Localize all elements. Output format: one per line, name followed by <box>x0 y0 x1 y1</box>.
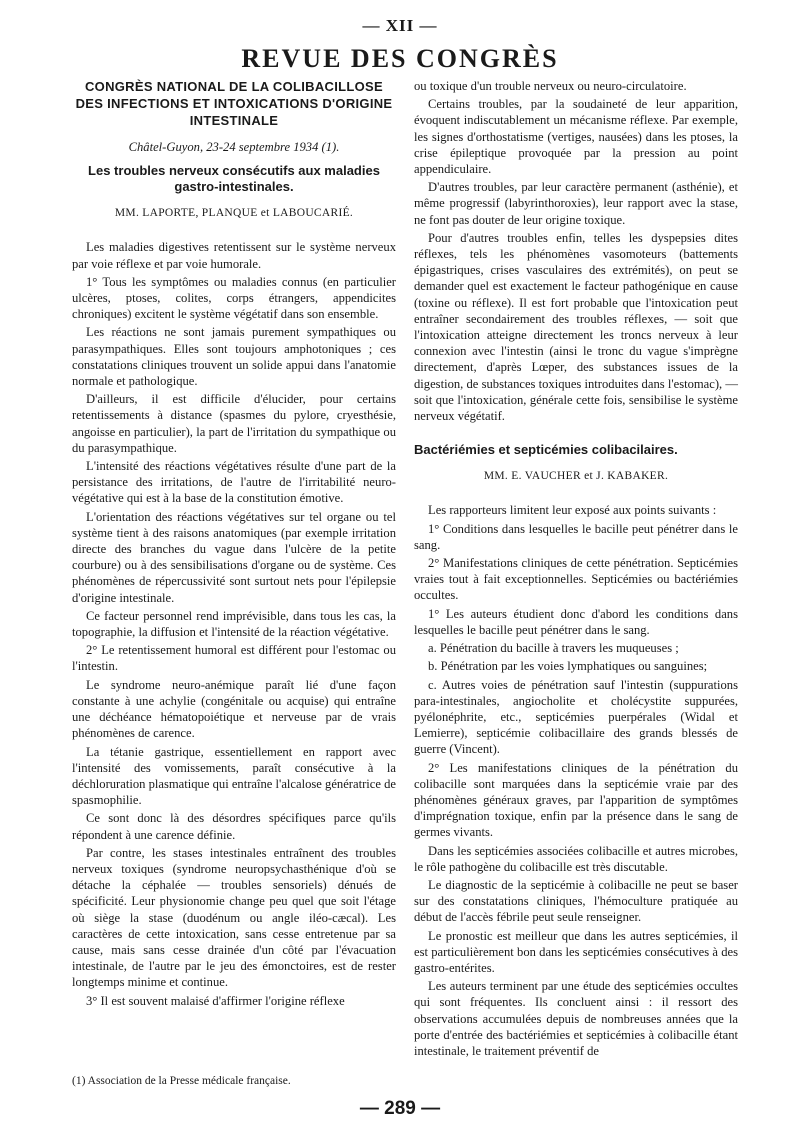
paragraph: D'ailleurs, il est difficile d'élucider, pour certains retentissements à distance (spasmes du pylore, cryesthésie, angoisse en particulier), la part de l'irritation du sympathique ou du parasympathique. <box>72 392 396 455</box>
paragraph: Le pronostic est meilleur que dans les autres septicémies, il est particulièrement bon dans les septicémies consécutives à des gastro-entérites. <box>414 928 738 975</box>
paragraph: L'intensité des réactions végétatives résulte d'une part de la persistance des irritations, de l'autre de l'irritabilité neuro-végétative qui est à la base de la constitution émotive. <box>72 459 396 506</box>
paragraph: Le syndrome neuro-anémique paraît lié d'une façon constante à une achylie (congénitale ou acquise) qui entraîne une déchéance hématopoiétique et nerveuse par de vrais phénomènes de carence. <box>72 677 396 741</box>
paragraph: 3° Il est souvent malaisé d'affirmer l'origine réflexe <box>86 993 345 1008</box>
article-authors-vaucher: MM. E. VAUCHER et J. KABAKER. <box>483 470 669 483</box>
paragraph: Certains troubles, par la soudaineté de leur apparition, évoquent indiscutablement un mécanisme réflexe. Par exemple, les signes d'orthostatisme (vertiges, nausées) dans les ptoses, la crise épileptique provoquée par la pression au point appendiculaire. <box>414 97 738 177</box>
paragraph: Par contre, les stases intestinales entraînent des troubles nerveux toxiques (syndrome neuropsychasthénique d'où se détache la céphalée — troubles sensoriels) dénués de spécificité. Leur physionomie change peu quel que soit l'étage où siège la stase (duodénum ou angle iléo-cæcal). Les caractères de cette intoxication, sans cesse entretenue par sa cause, mais sans cesse drainée d'un côté par l'évacuation intestinale, de l'autre par le jeu des émonctoires, est de rester longtemps minime et continue. <box>72 845 396 990</box>
left-column <box>72 78 396 1011</box>
paragraph: Les rapporteurs limitent leur exposé aux points suivants : <box>428 503 717 518</box>
paragraph: 2° Manifestations cliniques de cette pénétration. Septicémies vraies tout à fait exceptionnelles. Septicémies ou bactériémies occultes. <box>414 556 738 603</box>
paragraph: 1° Tous les symptômes ou maladies connus (en particulier ulcères, ptoses, colites, corps étrangers, appendicites chroniques) excitent le système végétatif dans son ensemble. <box>72 274 396 322</box>
roman-page-number: — XII — <box>362 16 438 35</box>
paragraph: a. Pénétration du bacille à travers les muqueuses ; <box>428 641 679 656</box>
paragraph: b. Pénétration par les voies lymphatiques ou sanguines; <box>428 659 708 674</box>
paragraph: Dans les septicémies associées colibacille et autres microbes, le rôle pathogène du colibacille est très discutable. <box>414 843 738 874</box>
congress-title: CONGRÈS NATIONAL DE LA COLIBACILLOSE DES INFECTIONS ET INTOXICATIONS D'ORIGINE INTESTINALE <box>75 79 393 128</box>
page-number: — 289 — <box>359 1098 441 1119</box>
paragraph: 1° Les auteurs étudient donc d'abord les conditions dans lesquelles le bacille peut pénétrer dans le sang. <box>414 606 738 637</box>
congress-place-date: Châtel-Guyon, 23-24 septembre 1934 (1). <box>128 140 340 154</box>
paragraph: Pour d'autres troubles enfin, telles les dyspepsies dites réflexes, tels les phénomènes vasomoteurs (battements épigastriques, crises vasculaires des extrémités), on peut se demander quel est exactement le facteur pathogénique en cause (toxine ou réflexe). Il est fort probable que l'intoxication peut entraîner secondairement des troubles réflexes, — soit que l'intoxication atteigne directement les troncs nerveux à leur connexion avec l'intestin (ainsi le tronc du vague s'imprègne directement, d'après Lœper, des substances issues de la digestion, de substances toxiques introduites dans l'estomac), — soit que l'intoxication, générale cette fois, sensibilise le système nerveux végétatif. <box>414 230 738 424</box>
journal-masthead: REVUE DES CONGRÈS <box>241 44 559 73</box>
paragraph: 2° Les manifestations cliniques de la pénétration du colibacille sont marquées dans la septicémie vraie par des phénomènes généraux graves, par l'apparition de symptômes d'imprégnation toxique, enfin par la présence dans le sang de germes vivants. <box>414 760 738 840</box>
paragraph: Ce sont donc là des désordres spécifiques parce qu'ils répondent à une carence définie. <box>72 811 396 842</box>
paragraph: Les réactions ne sont jamais purement sympathiques ou parasympathiques. Elles sont toujours amphotoniques ; ces constatations cliniques trouvent un solide appui dans l'anatomie normale et pathologique. <box>72 325 396 389</box>
paragraph: Ce facteur personnel rend imprévisible, dans tous les cas, la topographie, la diffusion et l'intensité de la réaction végétative. <box>72 608 396 640</box>
article-title-bacteriemies: Bactériémies et septicémies colibacilaires. <box>414 442 678 458</box>
paragraph: 1° Conditions dans lesquelles le bacille peut pénétrer dans le sang. <box>414 521 738 552</box>
article-authors-laporte: MM. LAPORTE, PLANQUE et LABOUCARIÉ. <box>114 207 354 220</box>
paragraph: L'orientation des réactions végétatives sur tel organe ou tel système tient à des raisons anatomiques (par exemple irritation directe des branches du vague dans l'ulcère de la petite courbure) ou à des sensibilisations d'organe ou de système. Ces phénomènes de répercussivité sont surtout nets pour l'épilepsie d'origine intestinale. <box>72 509 396 605</box>
paragraph: ou toxique d'un trouble nerveux ou neuro-circulatoire. <box>414 79 687 93</box>
paragraph: 2° Le retentissement humoral est différent pour l'estomac ou l'intestin. <box>72 643 396 674</box>
paragraph: Le diagnostic de la septicémie à colibacille ne peut se baser sur des constatations cliniques, l'hémoculture pratiquée au début de l'accès fébrile peut seule renseigner. <box>414 877 738 925</box>
paragraph: Les maladies digestives retentissent sur le système nerveux par voie réflexe et par voie humorale. <box>72 240 396 271</box>
article-title-troubles-nerveux: Les troubles nerveux consécutifs aux maladies gastro-intestinales. <box>88 163 380 195</box>
right-column <box>414 78 738 1061</box>
footnote: (1) Association de la Presse médicale française. <box>72 1075 291 1087</box>
paragraph: La tétanie gastrique, essentiellement en rapport avec l'intensité des vomissements, paraît consécutive à la déchloruration plasmatique qui entraîne l'alcalose génératrice de spasmophilie. <box>72 744 396 808</box>
paragraph: Les auteurs terminent par une étude des septicémies occultes qui sont fréquentes. Ils concluent ainsi : il ressort des observations accumulées depuis de nombreuses années que la porte d'entrée des bactériémies et septicémies à colibacille étant intestinale, le traitement préventif de <box>414 979 738 1058</box>
paragraph: D'autres troubles, par leur caractère permanent (asthénie), et même progressif (labyrinthoroxies), leur rapport avec la stase, ne font pas douter de leur origine toxique. <box>414 180 738 227</box>
paragraph: c. Autres voies de pénétration sauf l'intestin (suppurations para-intestinales, angiocholite et cholécystite suppurées, pyélonéphrite, etc., septicémies puerpérales (Widal et Lemierre), septicémie colibacillaire des grands blessés de guerre (Vincent). <box>414 677 738 757</box>
